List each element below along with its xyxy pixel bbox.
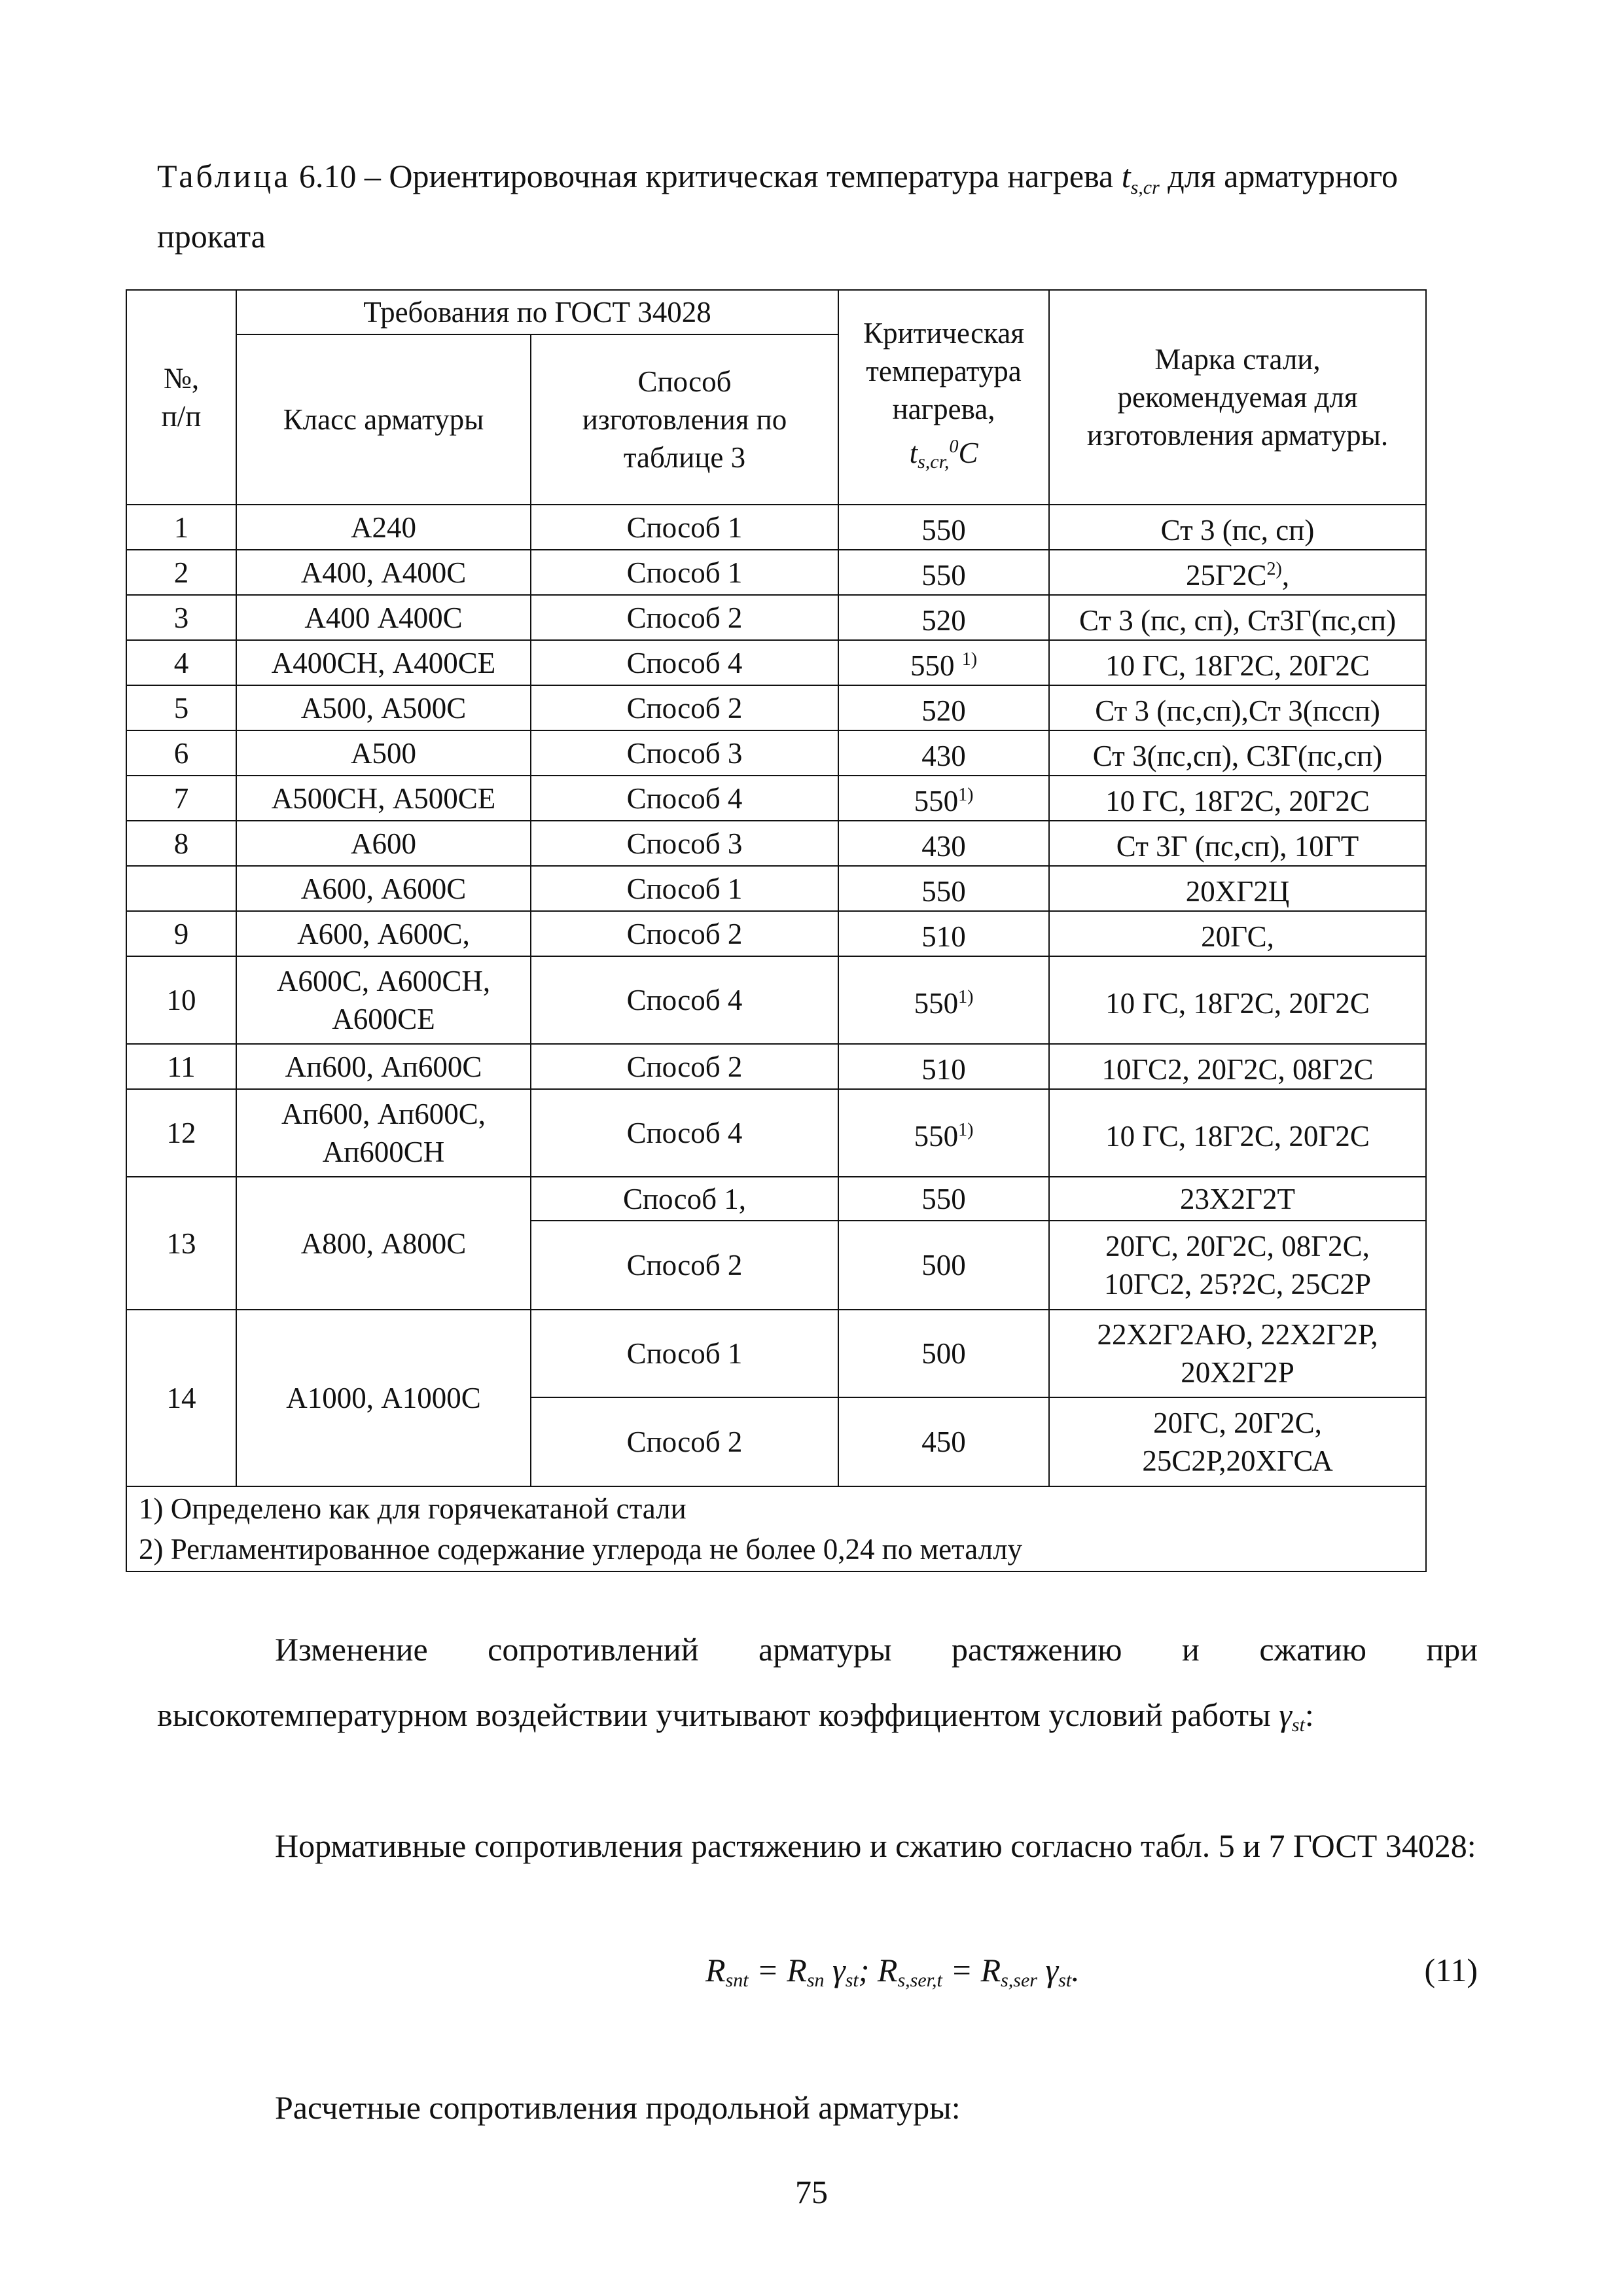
- footnote-mark: 1): [958, 986, 974, 1007]
- cell-class-line1: А500: [351, 736, 416, 770]
- cell-method: [531, 911, 838, 956]
- page-number: 75: [795, 2174, 828, 2210]
- header-method: [531, 334, 838, 505]
- cell-class-line1: А400СН, А400СЕ: [271, 646, 496, 679]
- temp-sub: s,cr,: [918, 450, 950, 473]
- temp-sup: 0: [949, 436, 959, 457]
- cell-steel: [1049, 595, 1426, 640]
- paragraph-3: Расчетные сопротивления продольной арматуры:: [275, 2089, 961, 2126]
- cell-steel: [1049, 1310, 1426, 1397]
- f-r1-sub: snt: [725, 1969, 749, 1991]
- cell-num: [126, 685, 236, 730]
- cell-class: [236, 911, 531, 956]
- cell-class: [236, 821, 531, 866]
- cell-temp: 500: [838, 1221, 1049, 1310]
- cell-class-line1: Ап600, Ап600С: [285, 1050, 482, 1083]
- cell-temp-text: 550: [921, 514, 966, 547]
- cell-steel: [1049, 640, 1426, 685]
- cell-method: [531, 866, 838, 911]
- cell-temp-text: 550: [921, 559, 966, 592]
- table-row-13a: [126, 1177, 1426, 1221]
- table-row: [126, 1044, 1426, 1089]
- cell-method-text: Способ 1: [626, 872, 743, 905]
- cell-num: 14: [126, 1310, 236, 1486]
- cell-class-line1: А400 А400С: [304, 601, 463, 634]
- table-row: [126, 956, 1426, 1044]
- cell-class: [236, 776, 531, 821]
- cell-temp-text: 520: [921, 604, 966, 637]
- caption-t-symbol: t: [1121, 158, 1131, 194]
- caption-text: 6.10 – Ориентировочная критическая температура нагрева: [291, 158, 1122, 194]
- cell-class: [236, 1089, 531, 1177]
- caption-prefix: Таблица: [157, 158, 291, 194]
- temp-unit: C: [958, 436, 978, 469]
- note-1: 1) Определено как для горячекатаной стали: [139, 1492, 687, 1525]
- cell-num-text: 2: [173, 556, 189, 589]
- cell-num-text: 7: [173, 781, 189, 815]
- f-g2-sub: st: [1058, 1969, 1072, 1991]
- cell-steel-text: 10 ГС, 18Г2С, 20Г2С: [1105, 1119, 1370, 1153]
- cell-class-line1: А600, А600С: [300, 872, 467, 905]
- cell-method: Способ 1: [531, 1310, 838, 1397]
- cell-num-text: 5: [173, 691, 189, 725]
- cell-steel: [1049, 685, 1426, 730]
- cell-steel-line2: 10ГС2, 25?2С, 25С2Р: [1104, 1268, 1371, 1300]
- f-eq2: = R: [942, 1952, 1001, 1988]
- cell-num: [126, 866, 236, 911]
- equation-number: (11): [1424, 1952, 1478, 1988]
- note-2: 2) Регламентированное содержание углерода не более 0,24 по металлу: [139, 1533, 1023, 1566]
- header-num: [126, 290, 236, 505]
- cell-steel: [1049, 550, 1426, 595]
- formula-11: [157, 1937, 1478, 2003]
- cell-method: [531, 1044, 838, 1089]
- cell-class-line1: А500СН, А500СЕ: [271, 781, 496, 815]
- cell-class-line1: А240: [351, 511, 416, 544]
- cell-class-line1: А600: [351, 827, 416, 860]
- cell-num-text: 10: [166, 984, 196, 1016]
- cell-num: [126, 640, 236, 685]
- cell-num: [126, 730, 236, 776]
- header-temp-line2: температура: [866, 354, 1022, 387]
- cell-method: [531, 640, 838, 685]
- cell-method: [531, 1089, 838, 1177]
- table-row: [126, 730, 1426, 776]
- cell-method: [531, 550, 838, 595]
- cell-num: [126, 595, 236, 640]
- cell-num: [126, 956, 236, 1044]
- cell-steel-text: 25Г2С: [1185, 559, 1267, 592]
- f-semi: ; R: [858, 1952, 898, 1988]
- cell-method-text: Способ 2: [626, 1050, 743, 1083]
- table-row-14a: [126, 1310, 1426, 1397]
- cell-num: [126, 1089, 236, 1177]
- table-row: [126, 776, 1426, 821]
- cell-temp-text: 510: [921, 920, 966, 953]
- cell-method: [531, 730, 838, 776]
- header-temp-line3: нагрева,: [892, 392, 995, 425]
- header-num-line2: п/п: [161, 400, 202, 433]
- cell-steel-text: 10 ГС, 18Г2С, 20Г2С: [1105, 986, 1370, 1020]
- cell-class: А1000, А1000С: [236, 1310, 531, 1486]
- cell-method: [531, 505, 838, 550]
- cell-steel-text: Ст 3Г (пс,сп), 10ГТ: [1116, 830, 1359, 863]
- f-eq1: = R: [748, 1952, 807, 1988]
- cell-num-text: 4: [173, 646, 189, 679]
- cell-class: [236, 640, 531, 685]
- f-r4-sub: s,ser: [1001, 1969, 1037, 1991]
- cell-steel: [1049, 776, 1426, 821]
- cell-num-text: 9: [173, 917, 189, 950]
- cell-temp-text: 430: [921, 830, 966, 863]
- cell-class-line2: Ап600СН: [322, 1136, 445, 1168]
- cell-temp: 500: [838, 1310, 1049, 1397]
- cell-steel-text: 20ГС,: [1201, 920, 1274, 953]
- cell-temp-text: 520: [921, 694, 966, 727]
- cell-steel-line1: 20ГС, 20Г2С, 08Г2С,: [1105, 1230, 1370, 1263]
- cell-method-text: Способ 4: [626, 984, 743, 1016]
- f-r3-sub: s,ser,t: [897, 1969, 942, 1991]
- cell-num-text: 12: [166, 1117, 196, 1149]
- paragraph-1-text: Изменение сопротивлений арматуры растяжению и сжатию при высокотемпературном воздействии учитывают коэффициентом условий работы: [157, 1631, 1478, 1733]
- cell-steel-text: Ст 3 (пс, сп): [1160, 514, 1315, 547]
- cell-method-text: Способ 1: [626, 511, 743, 544]
- cell-method: [531, 776, 838, 821]
- gamma-char: γ: [1279, 1696, 1292, 1733]
- header-method-line1: Способ: [637, 365, 732, 398]
- f-r2-sub: sn: [806, 1969, 825, 1991]
- cell-steel: [1049, 505, 1426, 550]
- f-dot: .: [1071, 1952, 1080, 1988]
- cell-num-text: 6: [173, 736, 189, 770]
- cell-temp: [838, 595, 1049, 640]
- header-temp-line1: Критическая: [863, 316, 1024, 350]
- cell-method: [531, 821, 838, 866]
- paragraph-1-end: :: [1304, 1696, 1314, 1733]
- cell-steel-suffix: ,: [1281, 559, 1290, 592]
- cell-temp: [838, 1044, 1049, 1089]
- cell-temp-text: 550: [914, 1119, 959, 1153]
- cell-temp-text: 550: [910, 649, 962, 682]
- header-num-line1: №,: [163, 362, 200, 395]
- cell-temp-text: 510: [921, 1053, 966, 1086]
- header-row-1: [126, 290, 1426, 334]
- cell-steel-line2: 20Х2Г2Р: [1181, 1356, 1294, 1389]
- cell-steel-line1: 20ГС, 20Г2С,: [1153, 1407, 1322, 1439]
- cell-class: [236, 1044, 531, 1089]
- cell-steel-text: 10ГС2, 20Г2С, 08Г2С: [1101, 1053, 1374, 1086]
- table-row: [126, 1089, 1426, 1177]
- cell-num-text: 8: [173, 827, 189, 860]
- cell-temp: [838, 866, 1049, 911]
- cell-steel: [1049, 911, 1426, 956]
- cell-class-line2: А600СЕ: [332, 1003, 435, 1035]
- table-row: [126, 911, 1426, 956]
- cell-class-line1: А400, А400С: [300, 556, 467, 589]
- cell-class-line1: А600С, А600СН,: [276, 965, 491, 997]
- footnote-mark: 2): [1266, 559, 1282, 579]
- gamma-sub: st: [1291, 1714, 1305, 1736]
- cell-method-text: Способ 1: [626, 556, 743, 589]
- cell-steel: [1049, 1397, 1426, 1486]
- cell-class: [236, 550, 531, 595]
- cell-method: Способ 2: [531, 1221, 838, 1310]
- cell-temp: [838, 640, 1049, 685]
- cell-temp: [838, 685, 1049, 730]
- table-row: [126, 821, 1426, 866]
- cell-num: [126, 550, 236, 595]
- f-g1: γ: [824, 1952, 846, 1988]
- cell-steel: [1049, 1221, 1426, 1310]
- table-notes-row: [126, 1486, 1426, 1571]
- caption-suffix: для арматурного проката: [157, 158, 1399, 255]
- header-steel: [1049, 290, 1426, 505]
- table-row: [126, 640, 1426, 685]
- table-row: [126, 505, 1426, 550]
- cell-class-line1: Ап600, Ап600С,: [281, 1098, 486, 1130]
- cell-class-line1: А600, А600С,: [297, 917, 470, 950]
- table-row: [126, 685, 1426, 730]
- paragraph-2: Нормативные сопротивления растяжению и сжатию согласно табл. 5 и 7 ГОСТ 34028:: [275, 1827, 1476, 1864]
- cell-steel-text: Ст 3 (пс, сп), Ст3Г(пс,сп): [1079, 604, 1397, 637]
- cell-temp: [838, 776, 1049, 821]
- cell-temp: [838, 505, 1049, 550]
- cell-steel-text: 10 ГС, 18Г2С, 20Г2С: [1105, 785, 1370, 817]
- cell-temp: [838, 911, 1049, 956]
- cell-method-text: Способ 4: [626, 781, 743, 815]
- cell-temp: [838, 821, 1049, 866]
- cell-steel: [1049, 866, 1426, 911]
- cell-steel: [1049, 1044, 1426, 1089]
- cell-num: 13: [126, 1177, 236, 1310]
- cell-num: [126, 505, 236, 550]
- cell-temp: 450: [838, 1397, 1049, 1486]
- cell-class: [236, 866, 531, 911]
- cell-temp: [838, 956, 1049, 1044]
- cell-num-text: 1: [173, 511, 189, 544]
- cell-class: А800, А800С: [236, 1177, 531, 1310]
- cell-method: [531, 595, 838, 640]
- cell-steel: [1049, 730, 1426, 776]
- cell-method-text: Способ 2: [626, 691, 743, 725]
- cell-num-text: 3: [173, 601, 189, 634]
- header-method-line2: изготовления по: [582, 403, 787, 436]
- cell-class: [236, 956, 531, 1044]
- header-method-line3: таблице 3: [623, 441, 746, 474]
- gamma-symbol: [1279, 1696, 1305, 1736]
- footnote-mark: 1): [961, 649, 978, 670]
- header-temp: [838, 290, 1049, 505]
- caption-t-sub: s,cr: [1130, 177, 1160, 198]
- cell-steel-text: Ст 3(пс,сп), С3Г(пс,сп): [1092, 740, 1383, 772]
- temperature-table: [126, 289, 1427, 1572]
- cell-method-text: Способ 4: [626, 1117, 743, 1149]
- header-steel-line2: рекомендуемая для: [1117, 381, 1358, 414]
- header-gost: Требования по ГОСТ 34028: [236, 290, 838, 334]
- cell-num-text: 11: [167, 1050, 196, 1083]
- cell-class-line1: А500, А500С: [300, 691, 467, 725]
- cell-steel: 23Х2Г2Т: [1049, 1177, 1426, 1221]
- cell-class: [236, 505, 531, 550]
- table-caption: [157, 152, 1466, 260]
- cell-method-text: Способ 4: [626, 646, 743, 679]
- cell-method-text: Способ 3: [626, 827, 743, 860]
- table-row: [126, 595, 1426, 640]
- f-g2: γ: [1037, 1952, 1059, 1988]
- cell-steel: [1049, 821, 1426, 866]
- cell-steel-text: 20ХГ2Ц: [1185, 875, 1290, 908]
- header-class: Класс арматуры: [236, 334, 531, 505]
- cell-num: [126, 776, 236, 821]
- cell-method: Способ 1,: [531, 1177, 838, 1221]
- cell-steel-line1: 22Х2Г2АЮ, 22Х2Г2Р,: [1097, 1318, 1378, 1351]
- f-r1: R: [705, 1952, 726, 1988]
- cell-steel: [1049, 1089, 1426, 1177]
- paragraph-1: [157, 1617, 1478, 1758]
- table-notes: [126, 1486, 1426, 1571]
- temp-symbol: t: [909, 436, 918, 469]
- footnote-mark: 1): [958, 785, 974, 805]
- f-g1-sub: st: [845, 1969, 859, 1991]
- cell-temp: 550: [838, 1177, 1049, 1221]
- cell-method-text: Способ 2: [626, 601, 743, 634]
- cell-class: [236, 595, 531, 640]
- cell-steel-text: Ст 3 (пс,сп),Ст 3(пссп): [1095, 694, 1380, 727]
- formula-expression: [705, 1937, 1080, 2013]
- cell-method-text: Способ 2: [626, 917, 743, 950]
- cell-steel: [1049, 956, 1426, 1044]
- cell-temp-text: 550: [914, 785, 959, 817]
- table-row: [126, 550, 1426, 595]
- cell-temp: [838, 550, 1049, 595]
- cell-steel-text: 10 ГС, 18Г2С, 20Г2С: [1105, 649, 1370, 682]
- cell-temp: [838, 730, 1049, 776]
- cell-num: [126, 821, 236, 866]
- footnote-mark: 1): [958, 1119, 974, 1140]
- cell-method: Способ 2: [531, 1397, 838, 1486]
- cell-method: [531, 685, 838, 730]
- cell-method-text: Способ 3: [626, 736, 743, 770]
- header-steel-line1: Марка стали,: [1154, 343, 1321, 376]
- cell-temp-text: 550: [921, 875, 966, 908]
- cell-class: [236, 685, 531, 730]
- cell-steel-line2: 25С2Р,20ХГСА: [1142, 1444, 1333, 1477]
- cell-num: [126, 1044, 236, 1089]
- cell-num: [126, 911, 236, 956]
- header-steel-line3: изготовления арматуры.: [1086, 419, 1389, 452]
- cell-temp-text: 430: [921, 740, 966, 772]
- cell-temp: [838, 1089, 1049, 1177]
- table-row: [126, 866, 1426, 911]
- cell-class: [236, 730, 531, 776]
- cell-temp-text: 550: [914, 986, 959, 1020]
- cell-method: [531, 956, 838, 1044]
- header-temp-symbol: [843, 428, 1044, 481]
